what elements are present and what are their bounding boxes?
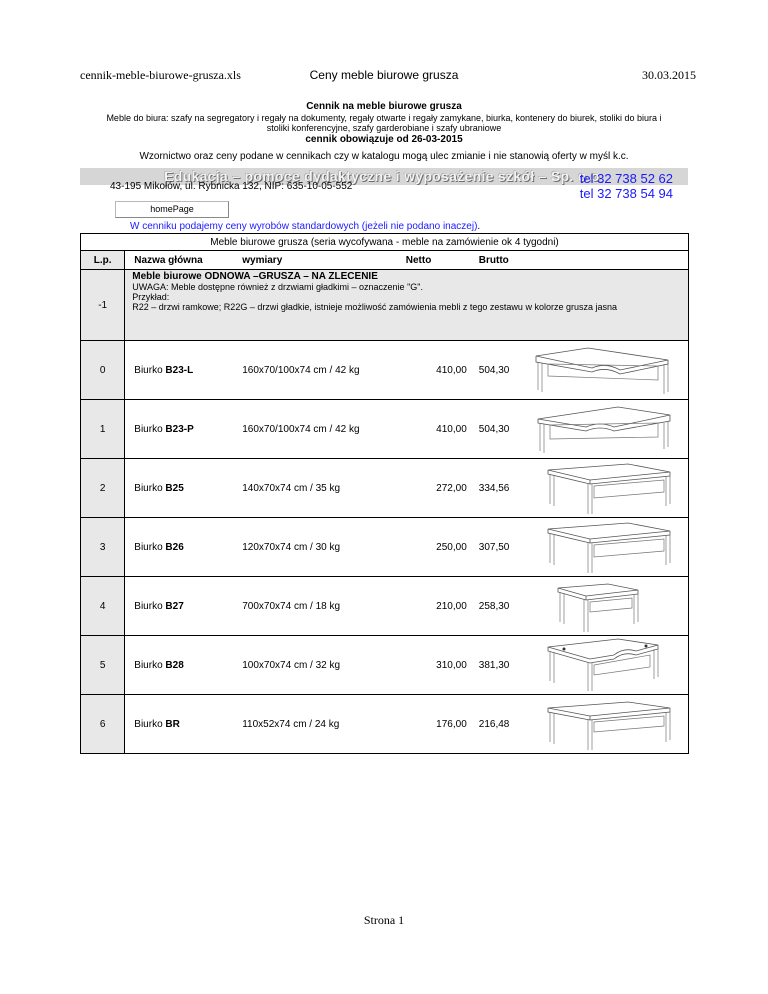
- file-name: cennik-meble-biurowe-grusza.xls: [80, 68, 241, 82]
- row-dims: 120x70x74 cm / 30 kg: [242, 518, 400, 577]
- row-brutto: 504,30: [473, 400, 528, 459]
- valid-from: cennik obowiązuje od 26-03-2015: [305, 134, 463, 145]
- disclaimer-note: Wzornictwo oraz ceny podane w cennikach czy w katalogu mogą ulec zmianie i nie stanowią oferty w myśl k.c.: [139, 151, 629, 162]
- company-banner: Edukacja – pomoce dydaktyczne i wyposażenie szkół – Sp. o.o.: [80, 168, 688, 185]
- header-dims-label: wymiary: [242, 254, 283, 266]
- row-code: B27: [165, 600, 184, 612]
- row-prefix: Biurko: [134, 482, 166, 494]
- section-line-3: R22 – drzwi ramkowe; R22G – drzwi gładkie, istnieje możliwość zamówienia mebli z tego zestawu w kolorze grusza jasna: [132, 302, 617, 312]
- phone-2[interactable]: tel 32 738 54 94: [579, 186, 673, 201]
- header-brutto: Brutto: [473, 251, 528, 270]
- pricelist-title: Cennik na meble biurowe grusza: [306, 101, 462, 112]
- row-brutto: 307,50: [473, 518, 528, 577]
- row-name: [125, 636, 242, 695]
- row-name: [125, 400, 242, 459]
- header-netto: Netto: [400, 251, 473, 270]
- section-line-2: Przykład:: [132, 292, 170, 302]
- company-address: 43-195 Mikołów, ul. Rybnicka 132, NIP: 635-10-05-552: [110, 181, 353, 192]
- table-row: [81, 341, 689, 400]
- row-netto: 410,00: [400, 341, 473, 400]
- row-name: [125, 577, 242, 636]
- info-link[interactable]: W cenniku podajemy ceny wyrobów standardowych (jeżeli nie podano inaczej): [130, 221, 478, 232]
- section-row: [81, 270, 689, 341]
- table-row: [81, 518, 689, 577]
- table-header-row: [81, 251, 689, 270]
- desk-image: [528, 341, 688, 400]
- row-code: B25: [165, 482, 184, 494]
- row-dims: 100x70x74 cm / 32 kg: [242, 636, 400, 695]
- table-row: [81, 400, 689, 459]
- row-prefix: Biurko: [134, 423, 166, 435]
- row-dims: 110x52x74 cm / 24 kg: [242, 695, 400, 754]
- row-lp: 3: [81, 518, 125, 577]
- info-dot: .: [477, 221, 481, 232]
- row-brutto: 381,30: [473, 636, 528, 695]
- header-image: [528, 251, 688, 270]
- header-name: Nazwa główna: [125, 251, 242, 270]
- row-dims: 160x70/100x74 cm / 42 kg: [242, 341, 400, 400]
- row-code: B26: [165, 541, 184, 553]
- row-name: [125, 518, 242, 577]
- row-code: B23-P: [165, 423, 194, 435]
- row-lp: 5: [81, 636, 125, 695]
- row-prefix: Biurko: [134, 600, 166, 612]
- row-brutto: 334,56: [473, 459, 528, 518]
- section-lp: -1: [81, 270, 125, 341]
- desk-image: [528, 577, 688, 636]
- info-line: [130, 221, 480, 232]
- row-prefix: Biurko: [134, 659, 166, 671]
- homepage-button[interactable]: homePage: [115, 201, 229, 218]
- sheet-title: Ceny meble biurowe grusza: [309, 68, 459, 82]
- table-title: Meble biurowe grusza (seria wycofywana - meble na zamówienie ok 4 tygodni): [81, 234, 689, 251]
- row-brutto: 216,48: [473, 695, 528, 754]
- row-netto: 272,00: [400, 459, 473, 518]
- print-date: 30.03.2015: [642, 68, 696, 82]
- table-row: [81, 577, 689, 636]
- row-netto: 410,00: [400, 400, 473, 459]
- row-lp: 4: [81, 577, 125, 636]
- row-prefix: Biurko: [134, 718, 166, 730]
- row-code: B28: [165, 659, 184, 671]
- row-netto: 250,00: [400, 518, 473, 577]
- row-name: [125, 459, 242, 518]
- row-dims: 140x70x74 cm / 35 kg: [242, 459, 400, 518]
- row-netto: 210,00: [400, 577, 473, 636]
- row-dims: 700x70x74 cm / 18 kg: [242, 577, 400, 636]
- row-prefix: Biurko: [134, 541, 166, 553]
- row-code: BR: [165, 718, 180, 730]
- row-netto: 176,00: [400, 695, 473, 754]
- header-dims: [242, 251, 400, 270]
- pricelist-subtitle: Meble do biura: szafy na segregatory i regały na dokumenty, regały otwarte i regały zamykane, biurka, kontenery do biurek, stoliki do biura i stoliki konferencyjne, szafy garderobiane i szafy ubraniowe: [106, 113, 662, 133]
- header-lp: L.p.: [81, 251, 125, 270]
- row-lp: 2: [81, 459, 125, 518]
- desk-image: [528, 695, 688, 754]
- row-brutto: 504,30: [473, 341, 528, 400]
- product-rows: [81, 341, 689, 754]
- row-prefix: Biurko: [134, 364, 166, 376]
- desk-image: [528, 459, 688, 518]
- row-brutto: 258,30: [473, 577, 528, 636]
- table-row: [81, 636, 689, 695]
- row-lp: 6: [81, 695, 125, 754]
- price-table: [80, 233, 689, 754]
- row-code: B23-L: [165, 364, 194, 376]
- table-row: [81, 459, 689, 518]
- phone-1[interactable]: tel 32 738 52 62: [579, 171, 673, 186]
- section-title: Meble biurowe ODNOWA –GRUSZA – NA ZLECENIE: [132, 271, 378, 282]
- table-row: [81, 695, 689, 754]
- row-netto: 310,00: [400, 636, 473, 695]
- desk-image: [528, 400, 688, 459]
- desk-image: [528, 518, 688, 577]
- page-number: Strona 1: [363, 913, 405, 927]
- row-name: [125, 341, 242, 400]
- desk-image: [528, 636, 688, 695]
- section-description: [125, 270, 689, 341]
- section-line-1: UWAGA: Meble dostępne również z drzwiami gładkimi – oznaczenie "G".: [132, 282, 423, 292]
- row-name: [125, 695, 242, 754]
- row-dims: 160x70/100x74 cm / 42 kg: [242, 400, 400, 459]
- row-lp: 1: [81, 400, 125, 459]
- row-lp: 0: [81, 341, 125, 400]
